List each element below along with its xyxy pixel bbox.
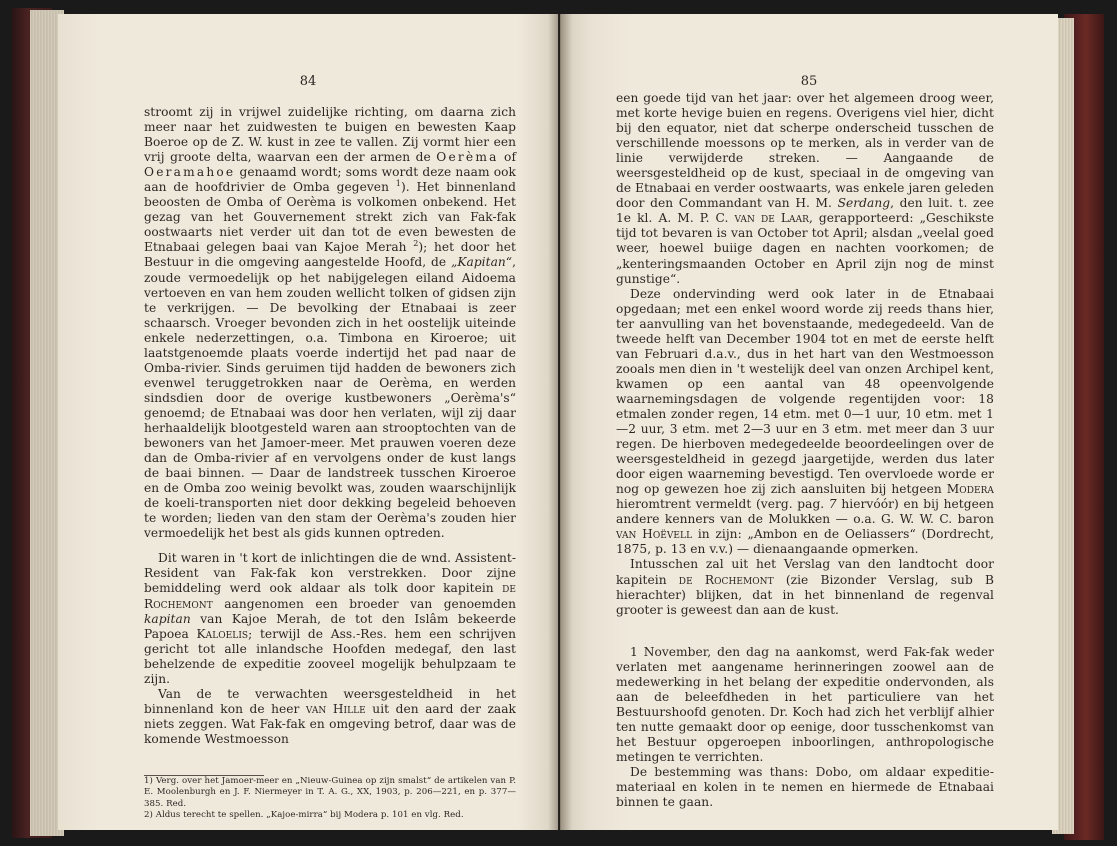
right-page-body — [616, 91, 994, 810]
left-page-body — [144, 105, 516, 822]
book-gutter — [548, 14, 572, 830]
paragraph: Dit waren in 't kort de inlichtingen die de wnd. Assistent-Resident van Fak-fak kon verstrekken. Door zijne bemiddeling werd ook aldaar als tolk door kapitein de Rochemont aangenomen een broeder van genoemden kapitan van Kajoe Merah, de tot den Islâm bekeerde Papoea Kaloelis; terwijl de Ass.-Res. hem een schrijven gericht tot alle inlandsche Hoofden medegaf, den last behelzende de expeditie zooveel mogelijk behulpzaam te zijn. — [144, 551, 517, 686]
paragraph: stroomt zij in vrijwel zuidelijke richting, om daarna zich meer naar het zuidwesten te buigen en bewesten Kaap Boeroe op de Z. W. kust in zee te vallen. Zij vormt hier een vrij groote delta, waarvan een der armen de Oerèma of Oeramahoe genaamd wordt; soms wordt deze naam ook aan de hoofdrivier de Omba gegeven $^1$). Het binnenland beoosten de Omba of Oerèma is volkomen onbekend. Het gezag van het Gouvernement strekt zich van Fak-fak oostwaarts niet verder uit dan tot de even bewesten de Etnabaai gelegen baai van Kajoe Merah $^2$); het door het Bestuur in die omgeving aangestelde Hoofd, de „Kapitan“, zoude vermoedelijk op het nabijgelegen eiland Aidoema vertoeven en van hem zouden wellicht tolken of gidsen zijn te verkrijgen. — De bevolking der Etnabaai is zeer schaarsch. Vroeger bevonden zich in het oostelijk uiteinde enkele nederzettingen, o.a. Timbona en Kiroeroe; uit laatstgenoemde plaats voerde indertijd het pad naar de Omba-rivier. Sinds geruimen tijd hadden de bewoners zich evenwel teruggetrokken naar de Oerèma, en werden sindsdien door de overige kustbewoners „Oerèma's“ genoemd; de Etnabaai was door hen verlaten, wijl zij daar herhaaldelijk blootgesteld waren aan strooptochten van de bewoners van het Jamoer-meer. Met prauwen voeren deze dan de Omba-rivier af en vervolgens onder de kust langs de baai binnen. — Daar de landstreek tusschen Kiroeroe en de Omba zoo weinig bevolkt was, zouden waarschijnlijk de koeli-transporten niet door dekking begeleid behoeven te worden; lieden van den stam der Oerèma's zouden hier vermoedelijk het best als gids kunnen optreden. — [144, 105, 517, 541]
right-page — [560, 14, 1058, 830]
paragraph: 1 November, den dag na aankomst, werd Fak-fak weder verlaten met aangename herinneringen zoowel aan de medewerking in het belang der expeditie ondervonden, als aan de beleefdheden in het particuliere van het Bestuurshoofd genoten. Dr. Koch had zich het verblijf alhier ten nutte gemaakt door op eenige, door tusschenkomst van het Bestuur opgeroepen inboorlingen, anthropologische metingen te verrichten. — [616, 644, 994, 764]
page-number-right: 85 — [800, 74, 818, 89]
paragraph: Intusschen zal uit het Verslag van den landtocht door kapitein de Rochemont (zie Bizonder Verslag, sub B hierachter) blijken, dat in het binnenland de regenval grooter is geweest dan aan de kust. — [616, 557, 994, 617]
footnote: 2) Aldus terecht te spellen. „Kajoe-mirra“ bij Modera p. 101 en vlg. Red. — [144, 810, 464, 821]
paragraph: Van de te verwachten weersgesteldheid in het binnenland kon de heer van Hille uit den aard der zaak niets zeggen. Wat Fak-fak en omgeving betrof, daar was de komende Westmoesson — [144, 686, 516, 746]
footnote: 1) Verg. over het Jamoer-meer en „Nieuw-Guinea op zijn smalst“ de artikelen van P. E. Moolenburgh en J. F. Niermeyer in T. A. G., XX, 1903, p. 206—221, en p. 377—385. Red. — [144, 775, 516, 809]
paragraph: De bestemming was thans: Dobo, om aldaar expeditie-materiaal en kolen in te nemen en hiermede de Etnabaai binnen te gaan. — [616, 765, 994, 810]
paragraph: Deze ondervinding werd ook later in de Etnabaai opgedaan; met een enkel woord worde zij reeds thans hier, ter aanvulling van het bovenstaande, medegedeeld. Van de tweede helft van December 1904 tot en met de eerste helft van Februari d.a.v., dus in het hart van den Westmoesson zooals men dien in 't westelijk deel van onzen Archipel kent, kwamen op een aantal van 48 opeenvolgende waarnemingsdagen de volgende regentijden voor: 18 etmalen zonder regen, 14 etm. met 0—1 uur, 10 etm. met 1—2 uur, 3 etm. met 2—3 uur en 3 etm. met meer dan 3 uur regen. De hierboven medegedeelde beoordeelingen over de weersgesteldheid in gezegd jaargetijde, werden dus later door eigen waarneming bevestigd. Ten overvloede worde er nog op gewezen hoe zij zich aansluiten bij hetgeen Modera hieromtrent vermeldt (verg. pag. 7 hiervóór) en bij hetgeen andere kenners van de Molukken — o.a. G. W. W. C. baron van Hoëvell in zijn: „Ambon en de Oeliassers“ (Dordrecht, 1875, p. 13 en v.v.) — dienaangaande opmerken. — [616, 286, 994, 557]
paragraph: een goede tijd van het jaar: over het algemeen droog weer, met korte hevige buien en regens. Overigens viel hier, dicht bij den equator, niet dat scherpe onderscheid tusschen de verschillende moessons op te merken, als in verder van de linie verwijderde streken. — Aangaande de weersgesteldheid op de kust, speciaal in de omgeving van de Etnabaai en verder oostwaarts, was enkele jaren geleden door den Commandant van H. M. Serdang, den luit. t. zee 1e kl. A. M. P. C. van de Laar, gerapporteerd: „Geschikste tijd tot bevaren is van October tot April; alsdan „veelal goed weer, hoewel buiige dagen en nachten voorkomen; de „kenteringsmaanden October en April zijn nog de minst gunstige“. — [616, 91, 994, 286]
page-number-left: 84 — [299, 74, 317, 89]
left-page — [58, 14, 558, 830]
